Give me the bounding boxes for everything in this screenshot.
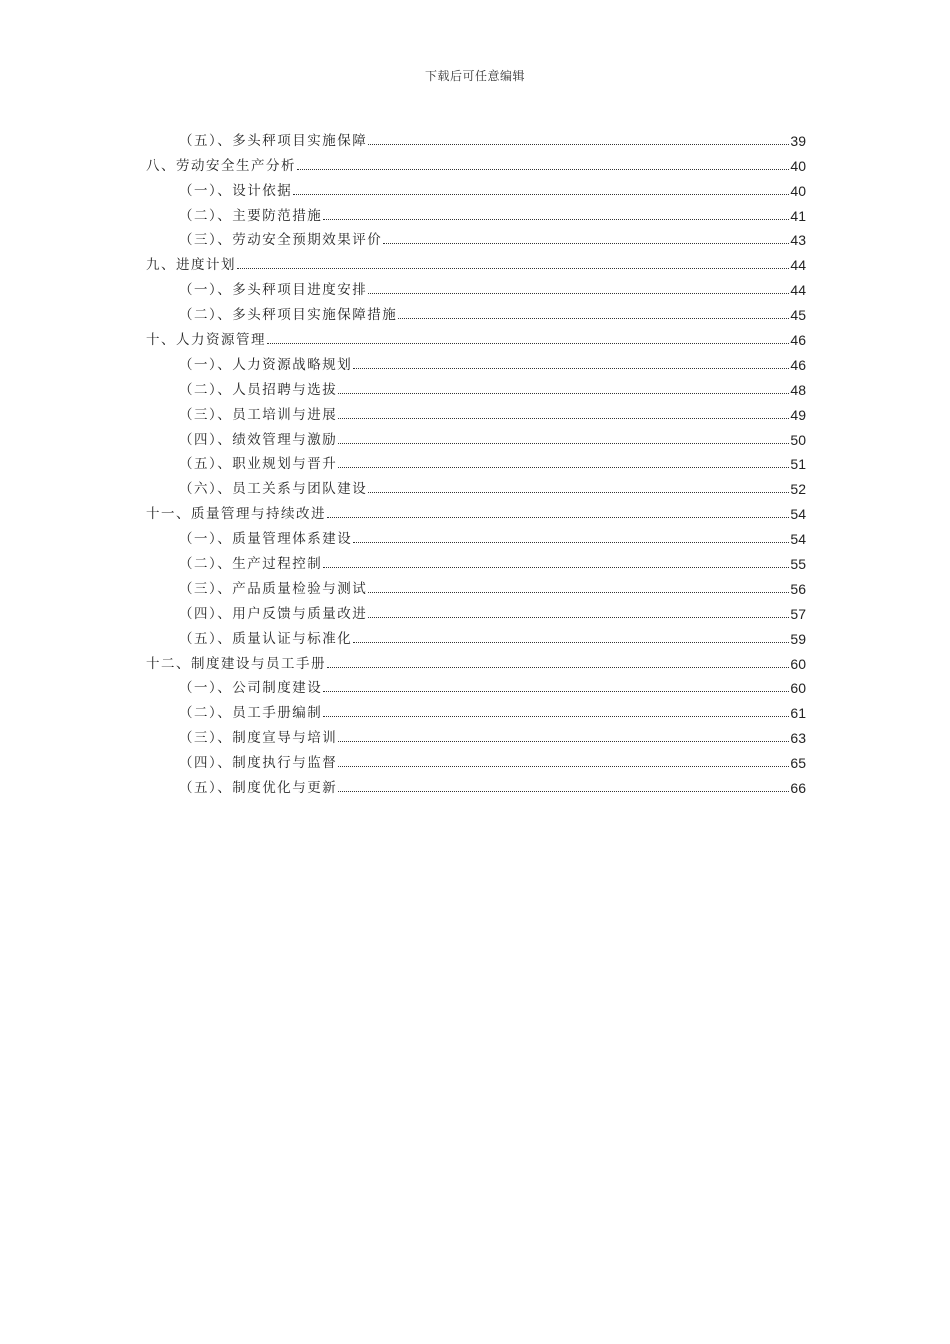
toc-entry-page-number: 55: [790, 556, 806, 573]
toc-dot-leader: [338, 442, 789, 444]
toc-dot-leader: [338, 740, 789, 742]
toc-entry-page-number: 54: [790, 506, 806, 523]
toc-entry-label: （二）、多头秤项目实施保障措施: [179, 307, 398, 324]
toc-entry-label: （五）、多头秤项目实施保障: [179, 132, 368, 149]
toc-entry[interactable]: [146, 549, 806, 574]
toc-entry[interactable]: [146, 375, 806, 400]
toc-dot-leader: [323, 566, 789, 568]
toc-dot-leader: [383, 242, 789, 244]
toc-entry[interactable]: [146, 350, 806, 375]
toc-entry-label: （四）、绩效管理与激励: [179, 431, 338, 448]
toc-entry-label: （二）、生产过程控制: [179, 556, 323, 573]
toc-entry-page-number: 46: [790, 356, 806, 373]
toc-entry-page-number: 43: [790, 232, 806, 249]
toc-entry-page-number: 57: [790, 605, 806, 622]
toc-dot-leader: [323, 218, 789, 220]
toc-entry[interactable]: [146, 649, 806, 674]
toc-dot-leader: [368, 616, 789, 618]
toc-dot-leader: [353, 541, 789, 543]
toc-dot-leader: [338, 392, 789, 394]
toc-entry-page-number: 60: [790, 655, 806, 672]
toc-entry-label: （五）、质量认证与标准化: [179, 630, 353, 647]
toc-entry[interactable]: [146, 176, 806, 201]
toc-entry[interactable]: [146, 151, 806, 176]
toc-entry-label: （六）、员工关系与团队建设: [179, 481, 368, 498]
toc-entry[interactable]: [146, 748, 806, 773]
toc-entry-page-number: 60: [790, 680, 806, 697]
toc-entry[interactable]: [146, 201, 806, 226]
toc-dot-leader: [327, 516, 789, 518]
toc-entry-page-number: 65: [790, 755, 806, 772]
toc-entry-label: （三）、劳动安全预期效果评价: [179, 232, 383, 249]
toc-entry-label: （二）、主要防范措施: [179, 207, 323, 224]
toc-dot-leader: [338, 417, 789, 419]
toc-entry-label: （一）、多头秤项目进度安排: [179, 282, 368, 299]
toc-entry[interactable]: [146, 275, 806, 300]
toc-dot-leader: [368, 292, 789, 294]
toc-entry-page-number: 39: [790, 132, 806, 149]
toc-entry-page-number: 44: [790, 257, 806, 274]
page-header: 下载后可任意编辑: [424, 69, 525, 83]
toc-entry[interactable]: [146, 474, 806, 499]
toc-entry-label: （一）、人力资源战略规划: [179, 356, 353, 373]
toc-dot-leader: [327, 666, 789, 668]
toc-dot-leader: [353, 367, 789, 369]
toc-entry[interactable]: [146, 450, 806, 475]
toc-entry[interactable]: [146, 599, 806, 624]
toc-entry[interactable]: [146, 574, 806, 599]
toc-entry-page-number: 66: [790, 780, 806, 797]
toc-dot-leader: [267, 342, 789, 344]
toc-entry-label: 十、人力资源管理: [146, 332, 266, 349]
toc-entry-page-number: 61: [790, 705, 806, 722]
toc-dot-leader: [297, 168, 789, 170]
toc-entry-label: （三）、产品质量检验与测试: [179, 580, 368, 597]
toc-entry-page-number: 45: [790, 307, 806, 324]
toc-entry[interactable]: [146, 674, 806, 699]
toc-dot-leader: [368, 143, 789, 145]
toc-dot-leader: [323, 690, 789, 692]
toc-entry[interactable]: [146, 698, 806, 723]
toc-dot-leader: [368, 591, 789, 593]
toc-entry-label: （三）、制度宣导与培训: [179, 730, 338, 747]
toc-entry-page-number: 49: [790, 406, 806, 423]
toc-entry[interactable]: [146, 126, 806, 151]
toc-entry[interactable]: [146, 400, 806, 425]
toc-entry-label: （二）、人员招聘与选拔: [179, 381, 338, 398]
toc-dot-leader: [338, 765, 789, 767]
toc-entry-label: 九、进度计划: [146, 257, 236, 274]
toc-entry[interactable]: [146, 723, 806, 748]
toc-entry-label: 十一、质量管理与持续改进: [146, 506, 326, 523]
toc-entry-label: （四）、制度执行与监督: [179, 755, 338, 772]
toc-dot-leader: [353, 641, 789, 643]
toc-entry-page-number: 59: [790, 630, 806, 647]
toc-entry-page-number: 51: [790, 456, 806, 473]
toc-entry[interactable]: [146, 325, 806, 350]
toc-dot-leader: [368, 491, 789, 493]
toc-entry-label: （五）、职业规划与晋升: [179, 456, 338, 473]
toc-entry[interactable]: [146, 300, 806, 325]
toc-entry-label: （一）、设计依据: [179, 182, 293, 199]
toc-entry-page-number: 40: [790, 182, 806, 199]
toc-entry-label: （一）、质量管理体系建设: [179, 531, 353, 548]
toc-dot-leader: [237, 267, 789, 269]
toc-entry[interactable]: [146, 624, 806, 649]
table-of-contents: [146, 126, 806, 798]
toc-entry[interactable]: [146, 524, 806, 549]
toc-entry-label: （二）、员工手册编制: [179, 705, 323, 722]
toc-entry-page-number: 46: [790, 332, 806, 349]
toc-dot-leader: [293, 193, 789, 195]
toc-entry-label: （五）、制度优化与更新: [179, 780, 338, 797]
toc-entry-page-number: 63: [790, 730, 806, 747]
toc-dot-leader: [338, 790, 789, 792]
toc-dot-leader: [338, 466, 789, 468]
toc-entry[interactable]: [146, 250, 806, 275]
toc-entry-page-number: 41: [790, 207, 806, 224]
toc-entry-page-number: 50: [790, 431, 806, 448]
toc-entry[interactable]: [146, 773, 806, 798]
toc-entry-label: 十二、制度建设与员工手册: [146, 655, 326, 672]
toc-dot-leader: [323, 715, 789, 717]
toc-entry-label: （一）、公司制度建设: [179, 680, 323, 697]
toc-entry[interactable]: [146, 226, 806, 251]
toc-entry-page-number: 40: [790, 157, 806, 174]
toc-entry-page-number: 54: [790, 531, 806, 548]
toc-dot-leader: [398, 317, 789, 319]
toc-entry-page-number: 56: [790, 580, 806, 597]
toc-entry-page-number: 52: [790, 481, 806, 498]
toc-entry-page-number: 48: [790, 381, 806, 398]
toc-entry[interactable]: [146, 425, 806, 450]
toc-entry[interactable]: [146, 499, 806, 524]
toc-entry-label: （四）、用户反馈与质量改进: [179, 605, 368, 622]
toc-entry-page-number: 44: [790, 282, 806, 299]
toc-entry-label: （三）、员工培训与进展: [179, 406, 338, 423]
toc-entry-label: 八、劳动安全生产分析: [146, 157, 296, 174]
